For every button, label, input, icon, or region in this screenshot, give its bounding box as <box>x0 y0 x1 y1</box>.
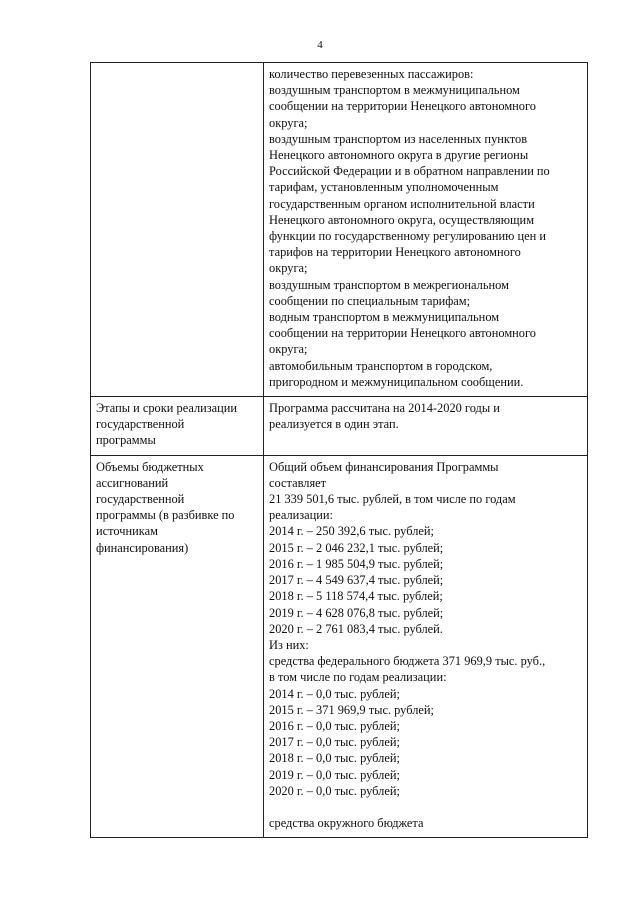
text-line: Из них: <box>269 637 309 652</box>
text-line: воздушным транспортом в межрегиональном <box>269 277 509 292</box>
table-row <box>91 455 588 838</box>
text-line: воздушным транспортом в межмуниципальном <box>269 83 520 98</box>
text-line <box>269 799 583 815</box>
text-line: Программа рассчитана на 2014-2020 годы и <box>269 401 500 416</box>
text-line: округа; <box>269 261 308 276</box>
text-line: Ненецкого автономного округа, осуществляющим <box>269 212 535 227</box>
text-line: сообщении на территории Ненецкого автономного <box>269 326 536 341</box>
text-line: округа; <box>269 115 308 130</box>
text-line: 2019 г. – 4 628 076,8 тыс. рублей; <box>269 605 444 620</box>
text-line: воздушным транспортом из населенных пунктов <box>269 131 528 146</box>
text-line: Объемы бюджетных <box>96 459 204 474</box>
text-line: ассигнований <box>96 475 169 490</box>
text-line: средства федерального бюджета 371 969,9 тыс. руб., <box>269 654 546 669</box>
text-line: реализации: <box>269 508 333 523</box>
text-line: в том числе по годам реализации: <box>269 670 447 685</box>
text-line: финансирования) <box>96 540 189 555</box>
row-label-cell <box>91 397 264 456</box>
text-line: тарифам, установленным уполномоченным <box>269 180 499 195</box>
text-line: государственной <box>96 492 185 507</box>
text-line: составляет <box>269 475 327 490</box>
text-line: Общий объем финансирования Программы <box>269 459 499 474</box>
text-line: Российской Федерации и в обратном направлении по <box>269 164 550 179</box>
text-line: 2020 г. – 0,0 тыс. рублей; <box>269 783 400 798</box>
row-value-cell <box>264 397 588 456</box>
text-line: Этапы и сроки реализации <box>96 401 238 416</box>
text-line: 21 339 501,6 тыс. рублей, в том числе по годам <box>269 492 516 507</box>
text-line: Ненецкого автономного округа в другие регионы <box>269 148 529 163</box>
text-line: 2018 г. – 5 118 574,4 тыс. рублей; <box>269 589 443 604</box>
text-line: реализуется в один этап. <box>269 417 399 432</box>
text-line: 2016 г. – 0,0 тыс. рублей; <box>269 718 400 733</box>
passport-table <box>90 62 588 838</box>
text-line: тарифов на территории Ненецкого автономного <box>269 245 521 260</box>
text-line: источникам <box>96 524 158 539</box>
text-line: государственной <box>96 417 185 432</box>
text-line: 2018 г. – 0,0 тыс. рублей; <box>269 751 400 766</box>
page-number: 4 <box>317 39 323 51</box>
text-line: 2015 г. – 371 969,9 тыс. рублей; <box>269 702 434 717</box>
text-line: сообщении на территории Ненецкого автономного <box>269 99 536 114</box>
table-row <box>91 63 588 397</box>
text-line: 2016 г. – 1 985 504,9 тыс. рублей; <box>269 556 444 571</box>
text-line: водным транспортом в межмуниципальном <box>269 310 500 325</box>
row-value-cell <box>264 455 588 838</box>
row-label-cell <box>91 455 264 838</box>
table-row <box>91 397 588 456</box>
text-line: 2017 г. – 0,0 тыс. рублей; <box>269 735 400 750</box>
text-line: 2020 г. – 2 761 083,4 тыс. рублей. <box>269 621 443 636</box>
text-line: программы <box>96 433 156 448</box>
text-line: 2017 г. – 4 549 637,4 тыс. рублей; <box>269 573 444 588</box>
text-line: 2019 г. – 0,0 тыс. рублей; <box>269 767 400 782</box>
text-line: программы (в разбивке по <box>96 508 235 523</box>
text-line: 2014 г. – 0,0 тыс. рублей; <box>269 686 400 701</box>
text-line: государственным органом исполнительной власти <box>269 196 535 211</box>
text-line: количество перевезенных пассажиров: <box>269 67 474 81</box>
text-line: сообщении по специальным тарифам; <box>269 293 471 308</box>
text-line: округа; <box>269 342 308 357</box>
text-line: 2014 г. – 250 392,6 тыс. рублей; <box>269 524 434 539</box>
text-line: автомобильным транспортом в городском, <box>269 358 493 373</box>
text-line: пригородном и межмуниципальном сообщении. <box>269 374 524 389</box>
text-line: средства окружного бюджета <box>269 816 424 831</box>
row-value-cell <box>264 63 588 397</box>
row-label-cell <box>91 63 264 397</box>
text-line: функции по государственному регулированию цен и <box>269 229 546 244</box>
text-line: 2015 г. – 2 046 232,1 тыс. рублей; <box>269 540 444 555</box>
